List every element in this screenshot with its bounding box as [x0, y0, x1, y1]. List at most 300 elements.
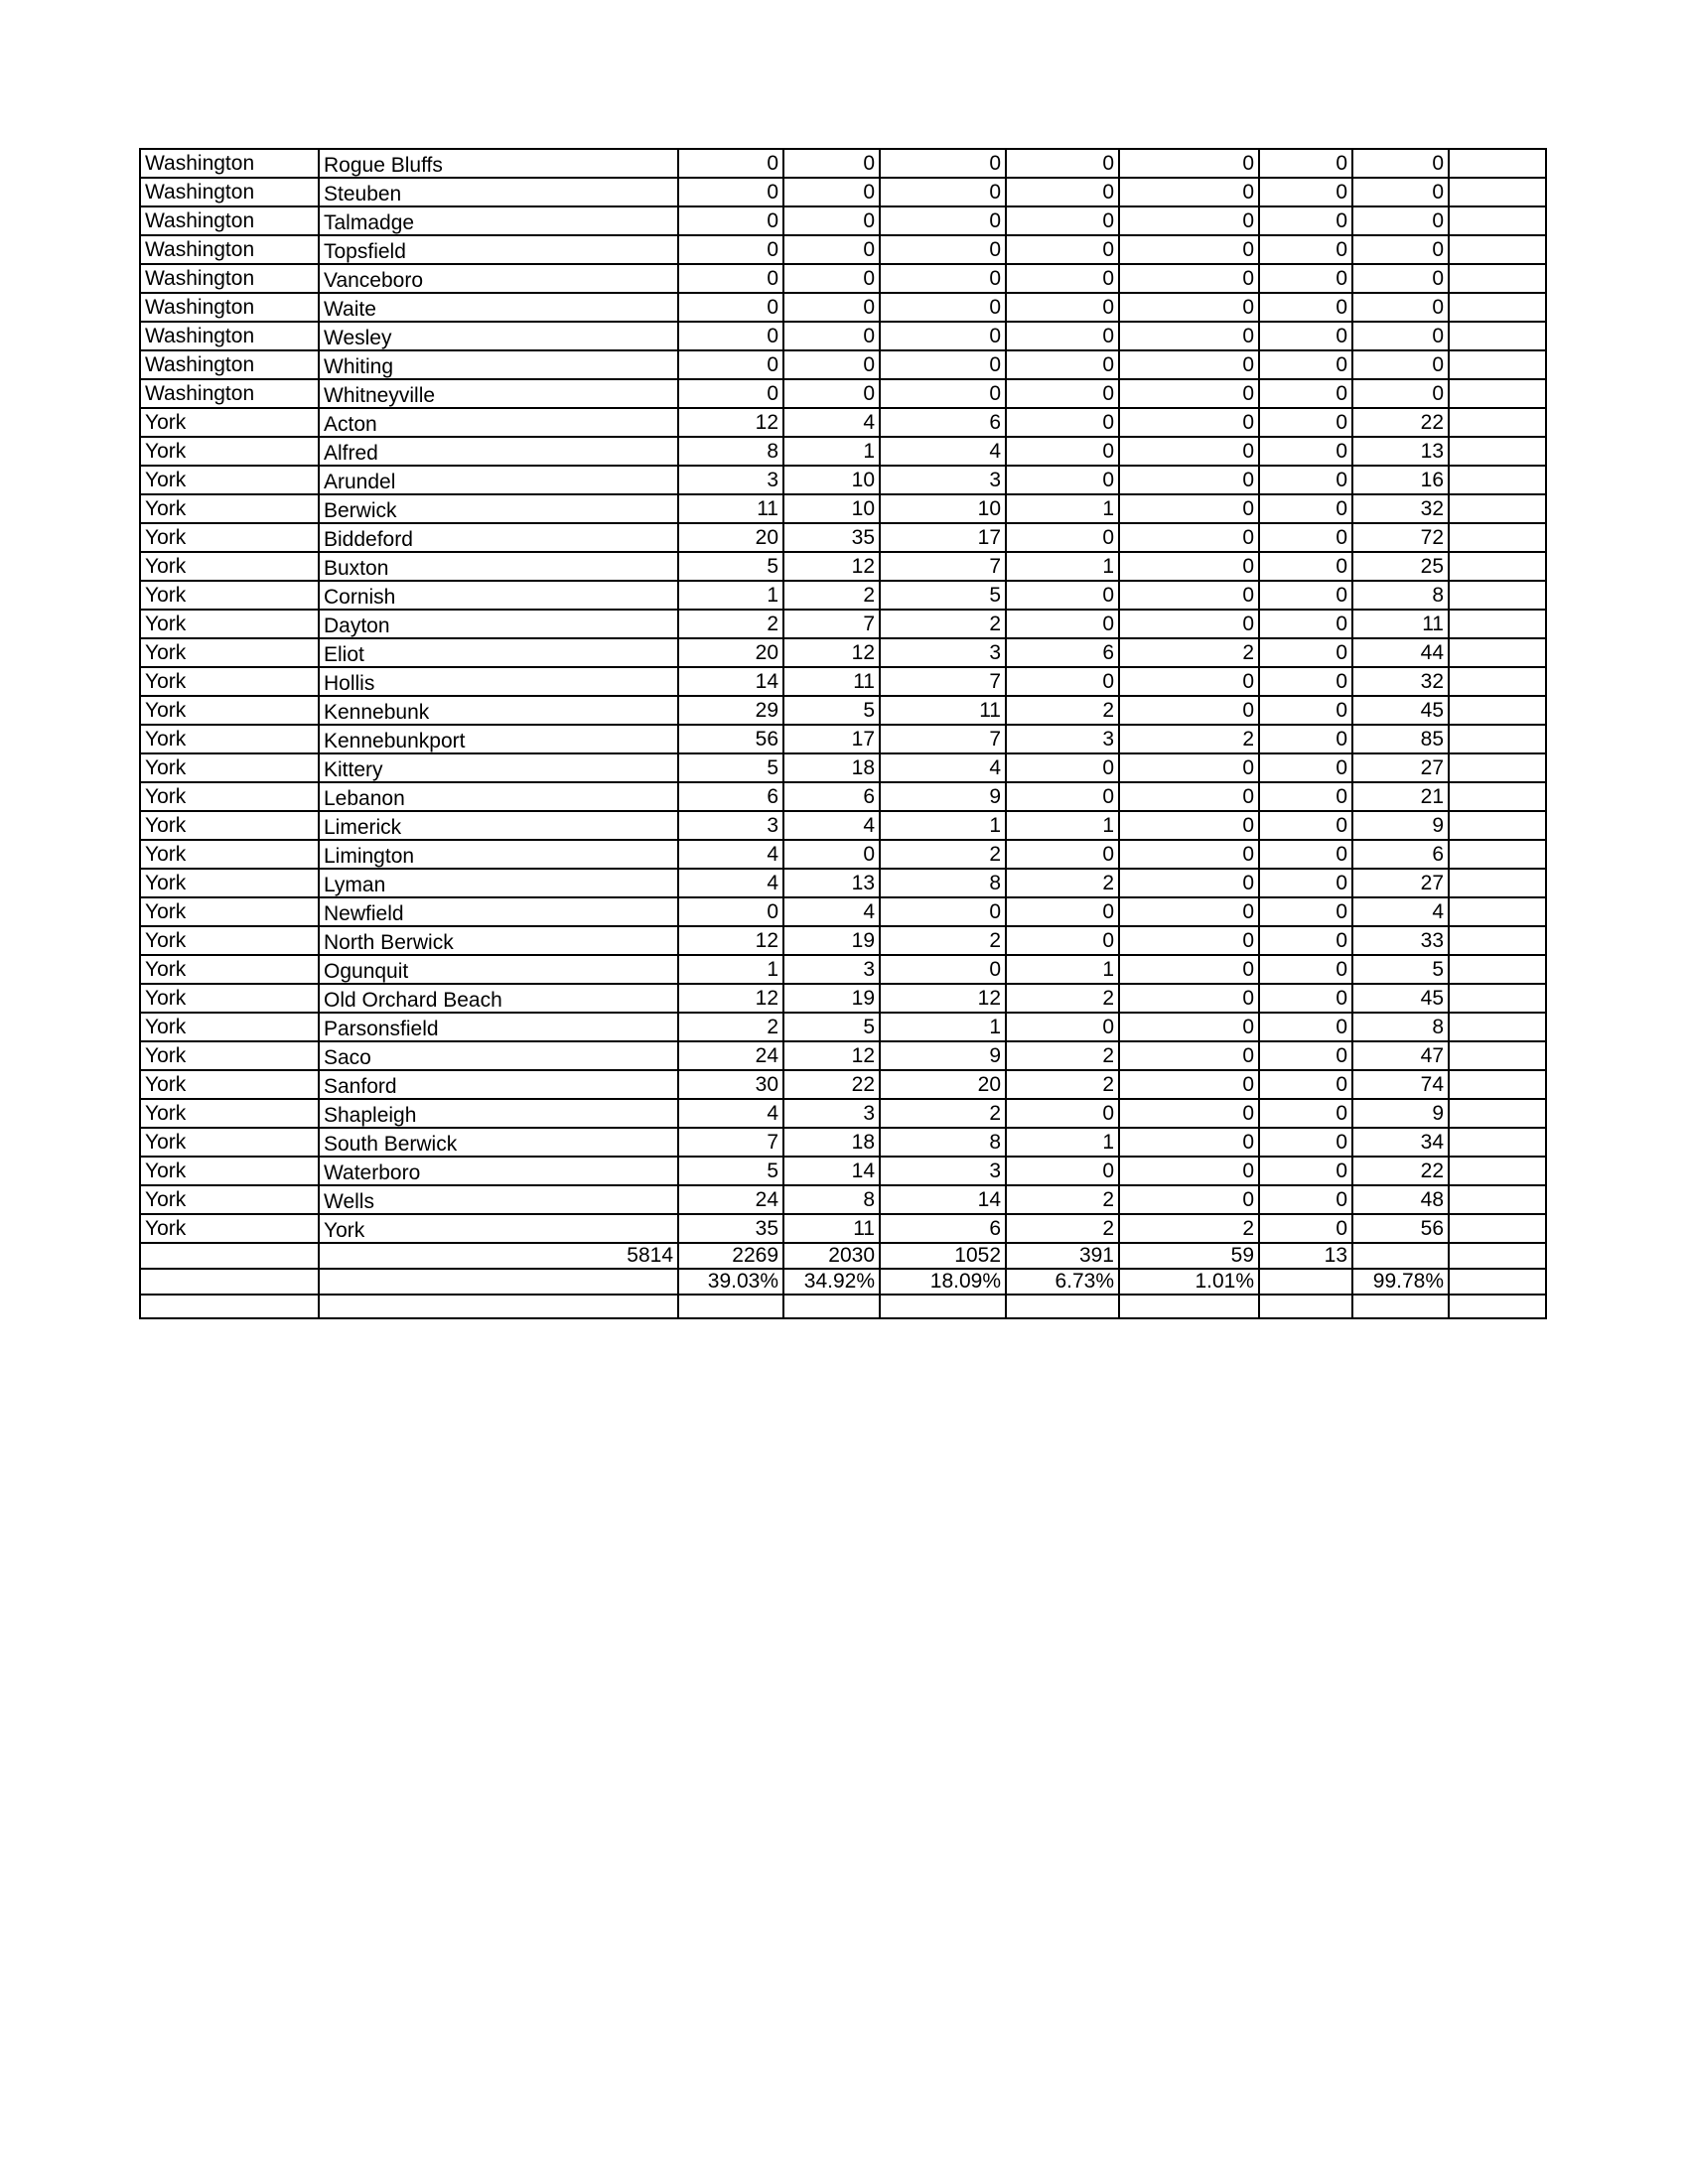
extra-cell	[1449, 178, 1546, 206]
town-cell: Lebanon	[319, 782, 678, 811]
county-cell: York	[140, 725, 319, 753]
col-f-cell: 0	[1259, 437, 1352, 466]
col-c-cell: 8	[880, 1128, 1006, 1157]
col-a-cell: 1	[678, 581, 783, 610]
county-cell	[140, 1243, 319, 1269]
col-sum-cell: 11	[1352, 610, 1449, 638]
col-b-cell: 0	[783, 206, 880, 235]
col-sum-cell: 0	[1352, 149, 1449, 178]
col-a-cell: 12	[678, 926, 783, 955]
extra-cell	[1449, 696, 1546, 725]
table-row	[140, 696, 1546, 725]
col-sum-cell	[1352, 1295, 1449, 1318]
town-cell: Saco	[319, 1041, 678, 1070]
col-f-cell: 0	[1259, 293, 1352, 322]
table-row	[140, 610, 1546, 638]
col-sum-cell: 45	[1352, 696, 1449, 725]
extra-cell	[1449, 552, 1546, 581]
col-c-cell: 4	[880, 437, 1006, 466]
col-sum-cell: 0	[1352, 178, 1449, 206]
col-b-cell	[783, 1295, 880, 1318]
table-row	[140, 178, 1546, 206]
col-b-cell: 3	[783, 955, 880, 984]
col-a-cell: 8	[678, 437, 783, 466]
col-d-cell: 0	[1006, 178, 1119, 206]
town-cell: Rogue Bluffs	[319, 149, 678, 178]
col-e-cell: 0	[1119, 811, 1259, 840]
col-c-cell: 20	[880, 1070, 1006, 1099]
col-c-cell: 0	[880, 350, 1006, 379]
col-d-cell: 0	[1006, 437, 1119, 466]
extra-cell	[1449, 1295, 1546, 1318]
col-a-cell: 7	[678, 1128, 783, 1157]
col-f-cell: 0	[1259, 235, 1352, 264]
col-b-cell: 0	[783, 293, 880, 322]
county-cell: York	[140, 753, 319, 782]
extra-cell	[1449, 753, 1546, 782]
col-sum-cell: 0	[1352, 322, 1449, 350]
col-e-cell: 0	[1119, 869, 1259, 897]
col-c-cell: 8	[880, 869, 1006, 897]
col-sum-cell: 85	[1352, 725, 1449, 753]
col-a-cell: 24	[678, 1041, 783, 1070]
col-c-cell: 7	[880, 725, 1006, 753]
col-f-cell: 0	[1259, 897, 1352, 926]
county-cell: York	[140, 552, 319, 581]
col-a-cell: 4	[678, 869, 783, 897]
county-cell: York	[140, 1070, 319, 1099]
table-row	[140, 667, 1546, 696]
table-row	[140, 322, 1546, 350]
col-d-cell	[1006, 1295, 1119, 1318]
town-cell: Dayton	[319, 610, 678, 638]
table-row	[140, 897, 1546, 926]
col-f-cell: 0	[1259, 1185, 1352, 1214]
col-a-cell: 56	[678, 725, 783, 753]
data-table	[139, 148, 1547, 1319]
table-row	[140, 1295, 1546, 1318]
col-e-cell: 0	[1119, 235, 1259, 264]
col-f-cell: 0	[1259, 667, 1352, 696]
col-b-cell: 19	[783, 926, 880, 955]
col-b-cell: 11	[783, 1214, 880, 1243]
col-f-cell: 0	[1259, 379, 1352, 408]
town-cell	[319, 1269, 678, 1295]
col-sum-cell: 0	[1352, 206, 1449, 235]
col-sum-cell: 22	[1352, 408, 1449, 437]
table-row	[140, 811, 1546, 840]
extra-cell	[1449, 667, 1546, 696]
extra-cell	[1449, 437, 1546, 466]
col-sum-cell	[1352, 1243, 1449, 1269]
col-f-cell: 0	[1259, 753, 1352, 782]
col-a-cell: 6	[678, 782, 783, 811]
extra-cell	[1449, 869, 1546, 897]
table-row	[140, 869, 1546, 897]
col-c-cell: 2	[880, 840, 1006, 869]
table-row	[140, 466, 1546, 494]
table-row	[140, 408, 1546, 437]
col-c-cell: 9	[880, 1041, 1006, 1070]
county-cell: York	[140, 897, 319, 926]
col-f-cell: 0	[1259, 696, 1352, 725]
extra-cell	[1449, 811, 1546, 840]
town-cell: Shapleigh	[319, 1099, 678, 1128]
col-d-cell: 6	[1006, 638, 1119, 667]
county-cell: York	[140, 408, 319, 437]
col-f-cell: 0	[1259, 984, 1352, 1013]
town-cell: Limerick	[319, 811, 678, 840]
col-sum-cell: 32	[1352, 494, 1449, 523]
col-sum-cell: 44	[1352, 638, 1449, 667]
col-b-cell: 11	[783, 667, 880, 696]
col-e-cell: 0	[1119, 149, 1259, 178]
col-a-cell: 29	[678, 696, 783, 725]
col-e-cell: 0	[1119, 293, 1259, 322]
col-f-cell: 0	[1259, 638, 1352, 667]
table-row	[140, 523, 1546, 552]
col-sum-cell: 25	[1352, 552, 1449, 581]
col-f-cell: 13	[1259, 1243, 1352, 1269]
town-cell: Lyman	[319, 869, 678, 897]
col-b-cell: 10	[783, 494, 880, 523]
col-d-cell: 2	[1006, 1185, 1119, 1214]
col-b-cell: 0	[783, 149, 880, 178]
col-b-cell: 0	[783, 379, 880, 408]
col-a-cell: 20	[678, 523, 783, 552]
col-d-cell: 0	[1006, 293, 1119, 322]
county-cell: York	[140, 494, 319, 523]
col-sum-cell: 8	[1352, 1013, 1449, 1041]
col-d-cell: 0	[1006, 264, 1119, 293]
col-a-cell: 5	[678, 552, 783, 581]
col-c-cell: 1	[880, 811, 1006, 840]
county-cell: York	[140, 1099, 319, 1128]
col-f-cell: 0	[1259, 466, 1352, 494]
town-cell	[319, 1295, 678, 1318]
extra-cell	[1449, 149, 1546, 178]
col-d-cell: 2	[1006, 869, 1119, 897]
col-b-cell: 4	[783, 897, 880, 926]
table-row	[140, 206, 1546, 235]
col-c-cell: 6	[880, 408, 1006, 437]
col-c-cell: 0	[880, 955, 1006, 984]
col-a-cell: 0	[678, 897, 783, 926]
col-d-cell: 1	[1006, 1128, 1119, 1157]
col-e-cell: 0	[1119, 581, 1259, 610]
county-cell: York	[140, 581, 319, 610]
col-b-cell: 4	[783, 811, 880, 840]
col-f-cell: 0	[1259, 782, 1352, 811]
col-a-cell: 0	[678, 178, 783, 206]
col-a-cell: 5	[678, 1157, 783, 1185]
col-sum-cell: 9	[1352, 811, 1449, 840]
col-f-cell: 0	[1259, 1157, 1352, 1185]
col-a-cell: 2269	[678, 1243, 783, 1269]
extra-cell	[1449, 840, 1546, 869]
col-e-cell: 0	[1119, 1099, 1259, 1128]
col-d-cell: 0	[1006, 322, 1119, 350]
col-d-cell: 0	[1006, 408, 1119, 437]
county-cell: Washington	[140, 235, 319, 264]
col-sum-cell: 72	[1352, 523, 1449, 552]
extra-cell	[1449, 322, 1546, 350]
col-d-cell: 0	[1006, 1099, 1119, 1128]
table-row	[140, 1041, 1546, 1070]
town-cell: Steuben	[319, 178, 678, 206]
col-d-cell: 1	[1006, 494, 1119, 523]
col-c-cell: 3	[880, 466, 1006, 494]
county-cell: York	[140, 466, 319, 494]
table-row	[140, 753, 1546, 782]
col-c-cell: 2	[880, 1099, 1006, 1128]
col-d-cell: 2	[1006, 1214, 1119, 1243]
col-a-cell: 12	[678, 984, 783, 1013]
col-sum-cell: 56	[1352, 1214, 1449, 1243]
col-b-cell: 17	[783, 725, 880, 753]
town-cell: Wesley	[319, 322, 678, 350]
col-b-cell: 12	[783, 552, 880, 581]
col-d-cell: 1	[1006, 955, 1119, 984]
col-d-cell: 0	[1006, 782, 1119, 811]
col-c-cell: 2	[880, 610, 1006, 638]
col-d-cell: 3	[1006, 725, 1119, 753]
col-a-cell: 11	[678, 494, 783, 523]
col-c-cell: 10	[880, 494, 1006, 523]
col-c-cell: 3	[880, 638, 1006, 667]
county-cell: York	[140, 523, 319, 552]
col-sum-cell: 22	[1352, 1157, 1449, 1185]
col-c-cell: 2	[880, 926, 1006, 955]
extra-cell	[1449, 955, 1546, 984]
col-e-cell: 2	[1119, 638, 1259, 667]
col-sum-cell: 4	[1352, 897, 1449, 926]
table-row	[140, 1099, 1546, 1128]
col-sum-cell: 0	[1352, 379, 1449, 408]
town-cell: Vanceboro	[319, 264, 678, 293]
col-d-cell: 0	[1006, 350, 1119, 379]
table-row	[140, 1214, 1546, 1243]
col-d-cell: 1	[1006, 811, 1119, 840]
col-sum-cell: 27	[1352, 753, 1449, 782]
col-f-cell: 0	[1259, 581, 1352, 610]
town-cell: Whiting	[319, 350, 678, 379]
county-cell: Washington	[140, 293, 319, 322]
col-e-cell: 0	[1119, 264, 1259, 293]
col-e-cell: 0	[1119, 178, 1259, 206]
col-sum-cell: 47	[1352, 1041, 1449, 1070]
col-a-cell: 24	[678, 1185, 783, 1214]
col-e-cell: 0	[1119, 1070, 1259, 1099]
extra-cell	[1449, 264, 1546, 293]
col-f-cell: 0	[1259, 322, 1352, 350]
col-c-cell: 12	[880, 984, 1006, 1013]
town-cell: Kittery	[319, 753, 678, 782]
extra-cell	[1449, 1128, 1546, 1157]
county-cell: York	[140, 926, 319, 955]
col-d-cell: 0	[1006, 206, 1119, 235]
col-b-cell: 0	[783, 264, 880, 293]
table-row	[140, 840, 1546, 869]
col-e-cell: 0	[1119, 1041, 1259, 1070]
col-b-cell: 19	[783, 984, 880, 1013]
col-e-cell: 0	[1119, 322, 1259, 350]
county-cell: York	[140, 437, 319, 466]
col-f-cell: 0	[1259, 610, 1352, 638]
extra-cell	[1449, 926, 1546, 955]
extra-cell	[1449, 408, 1546, 437]
col-d-cell: 0	[1006, 753, 1119, 782]
col-a-cell	[678, 1295, 783, 1318]
col-a-cell: 0	[678, 379, 783, 408]
col-e-cell: 0	[1119, 840, 1259, 869]
town-cell: York	[319, 1214, 678, 1243]
col-f-cell: 0	[1259, 1041, 1352, 1070]
col-sum-cell: 32	[1352, 667, 1449, 696]
col-d-cell: 0	[1006, 235, 1119, 264]
col-c-cell: 11	[880, 696, 1006, 725]
county-cell: York	[140, 1128, 319, 1157]
col-f-cell: 0	[1259, 178, 1352, 206]
extra-cell	[1449, 610, 1546, 638]
town-cell: Talmadge	[319, 206, 678, 235]
col-b-cell: 4	[783, 408, 880, 437]
extra-cell	[1449, 1070, 1546, 1099]
extra-cell	[1449, 1243, 1546, 1269]
col-c-cell: 0	[880, 206, 1006, 235]
town-cell: Kennebunkport	[319, 725, 678, 753]
col-sum-cell: 27	[1352, 869, 1449, 897]
col-a-cell: 20	[678, 638, 783, 667]
town-cell: Wells	[319, 1185, 678, 1214]
col-sum-cell: 6	[1352, 840, 1449, 869]
town-cell: South Berwick	[319, 1128, 678, 1157]
col-e-cell: 0	[1119, 984, 1259, 1013]
col-d-cell: 0	[1006, 610, 1119, 638]
col-c-cell: 7	[880, 552, 1006, 581]
col-e-cell	[1119, 1295, 1259, 1318]
col-f-cell: 0	[1259, 552, 1352, 581]
table-row	[140, 955, 1546, 984]
col-d-cell: 0	[1006, 1013, 1119, 1041]
col-d-cell: 0	[1006, 840, 1119, 869]
col-c-cell: 9	[880, 782, 1006, 811]
county-cell: York	[140, 1041, 319, 1070]
col-f-cell: 0	[1259, 408, 1352, 437]
col-c-cell	[880, 1295, 1006, 1318]
col-e-cell: 0	[1119, 753, 1259, 782]
col-b-cell: 5	[783, 1013, 880, 1041]
table-row	[140, 782, 1546, 811]
col-b-cell: 22	[783, 1070, 880, 1099]
col-f-cell: 0	[1259, 1013, 1352, 1041]
col-e-cell: 0	[1119, 379, 1259, 408]
col-e-cell: 0	[1119, 408, 1259, 437]
county-cell: Washington	[140, 178, 319, 206]
col-e-cell: 0	[1119, 437, 1259, 466]
table-row	[140, 1013, 1546, 1041]
table-row	[140, 1157, 1546, 1185]
extra-cell	[1449, 206, 1546, 235]
county-cell: Washington	[140, 322, 319, 350]
col-sum-cell: 33	[1352, 926, 1449, 955]
col-a-cell: 3	[678, 811, 783, 840]
county-cell: York	[140, 840, 319, 869]
table-row	[140, 350, 1546, 379]
col-f-cell: 0	[1259, 1070, 1352, 1099]
col-e-cell: 0	[1119, 955, 1259, 984]
col-e-cell: 0	[1119, 552, 1259, 581]
county-cell: York	[140, 696, 319, 725]
town-cell: Old Orchard Beach	[319, 984, 678, 1013]
col-b-cell: 2030	[783, 1243, 880, 1269]
county-cell: York	[140, 1214, 319, 1243]
col-sum-cell: 99.78%	[1352, 1269, 1449, 1295]
col-d-cell: 0	[1006, 149, 1119, 178]
town-cell: Buxton	[319, 552, 678, 581]
town-cell: Topsfield	[319, 235, 678, 264]
table-row	[140, 379, 1546, 408]
town-cell: North Berwick	[319, 926, 678, 955]
col-d-cell: 0	[1006, 581, 1119, 610]
col-c-cell: 4	[880, 753, 1006, 782]
table-row	[140, 1070, 1546, 1099]
col-e-cell: 2	[1119, 1214, 1259, 1243]
col-e-cell: 59	[1119, 1243, 1259, 1269]
col-d-cell: 0	[1006, 523, 1119, 552]
town-cell: Eliot	[319, 638, 678, 667]
col-a-cell: 4	[678, 840, 783, 869]
table-row	[140, 149, 1546, 178]
county-cell: York	[140, 811, 319, 840]
table-row	[140, 264, 1546, 293]
col-f-cell: 0	[1259, 523, 1352, 552]
col-f-cell: 0	[1259, 350, 1352, 379]
col-b-cell: 1	[783, 437, 880, 466]
extra-cell	[1449, 1013, 1546, 1041]
col-b-cell: 18	[783, 753, 880, 782]
col-sum-cell: 45	[1352, 984, 1449, 1013]
town-cell: Berwick	[319, 494, 678, 523]
col-c-cell: 0	[880, 178, 1006, 206]
col-c-cell: 0	[880, 379, 1006, 408]
col-d-cell: 2	[1006, 984, 1119, 1013]
col-d-cell: 0	[1006, 667, 1119, 696]
col-e-cell: 0	[1119, 897, 1259, 926]
county-cell: Washington	[140, 206, 319, 235]
col-c-cell: 18.09%	[880, 1269, 1006, 1295]
col-e-cell: 0	[1119, 696, 1259, 725]
col-b-cell: 8	[783, 1185, 880, 1214]
county-cell: Washington	[140, 149, 319, 178]
col-b-cell: 3	[783, 1099, 880, 1128]
col-f-cell: 0	[1259, 869, 1352, 897]
col-sum-cell: 0	[1352, 264, 1449, 293]
town-cell: Waterboro	[319, 1157, 678, 1185]
col-e-cell: 0	[1119, 350, 1259, 379]
extra-cell	[1449, 350, 1546, 379]
col-c-cell: 14	[880, 1185, 1006, 1214]
extra-cell	[1449, 782, 1546, 811]
col-c-cell: 3	[880, 1157, 1006, 1185]
table-row	[140, 293, 1546, 322]
col-e-cell: 0	[1119, 206, 1259, 235]
col-a-cell: 12	[678, 408, 783, 437]
col-b-cell: 34.92%	[783, 1269, 880, 1295]
col-a-cell: 14	[678, 667, 783, 696]
extra-cell	[1449, 897, 1546, 926]
col-d-cell: 1	[1006, 552, 1119, 581]
